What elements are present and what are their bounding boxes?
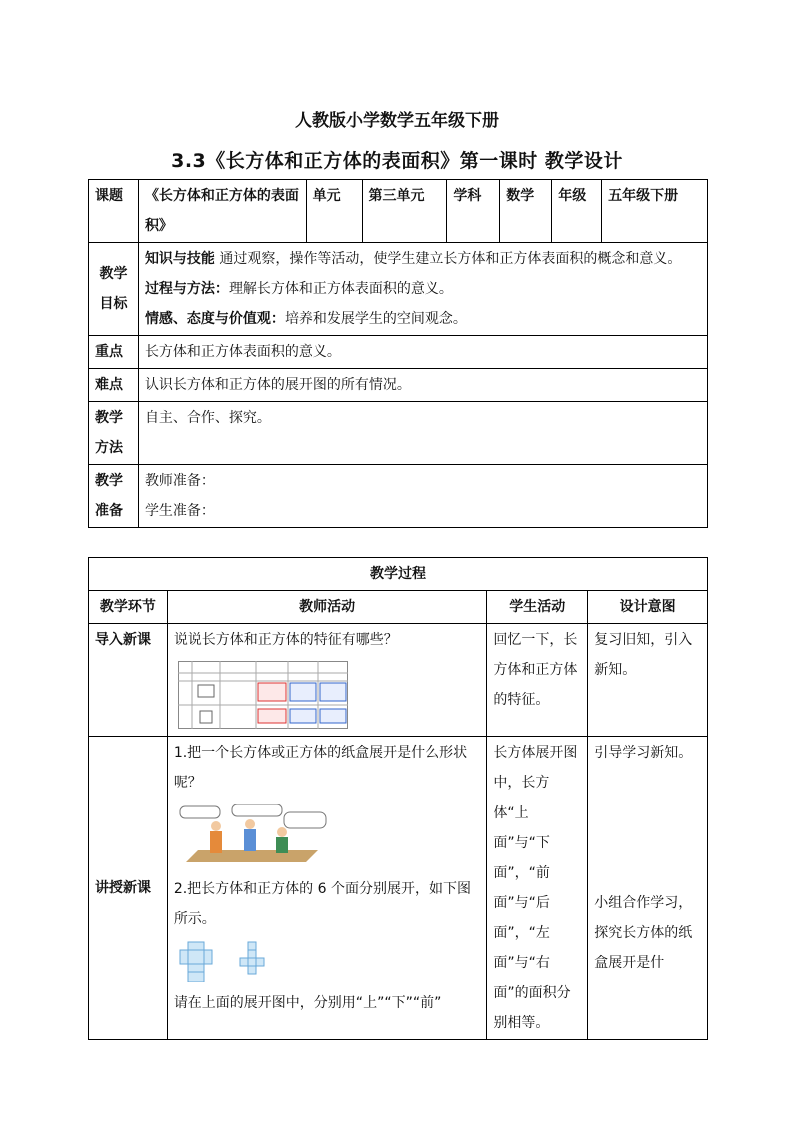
teacher-prep: 教师准备： bbox=[144, 473, 215, 489]
header-student: 学生活动 bbox=[487, 591, 588, 624]
students-illustration bbox=[178, 804, 328, 868]
knowledge-text: 通过观察，操作等活动，使学生建立长方体和正方体表面积的概念和意义。 bbox=[214, 251, 682, 267]
process-label: 过程与方法： bbox=[144, 281, 229, 297]
lecture-row bbox=[89, 737, 708, 1040]
prep-label: 教学准备 bbox=[89, 465, 139, 528]
intro-row bbox=[89, 624, 708, 737]
grade-label: 年级 bbox=[552, 180, 602, 243]
key-point-text: 长方体和正方体表面积的意义。 bbox=[138, 336, 707, 369]
intro-question: 说说长方体和正方体的特征有哪些？ bbox=[173, 632, 398, 648]
intro-intent: 复习旧知，引入新知。 bbox=[588, 624, 708, 737]
lecture-stage: 讲授新课 bbox=[89, 737, 168, 1040]
teaching-process-table bbox=[88, 557, 708, 1040]
section-title: 教学过程 bbox=[89, 558, 708, 591]
section-title-row bbox=[89, 558, 708, 591]
unit-label: 单元 bbox=[306, 180, 362, 243]
student-prep: 学生准备： bbox=[144, 503, 215, 519]
topic-label: 课题 bbox=[89, 180, 139, 243]
lecture-question-3: 请在上面的展开图中，分别用“上”“下”“前” bbox=[173, 995, 442, 1011]
difficulty-label: 难点 bbox=[89, 369, 139, 402]
method-row bbox=[89, 402, 708, 465]
key-point-row bbox=[89, 336, 708, 369]
goals-content bbox=[138, 243, 707, 336]
method-text: 自主、合作、探究。 bbox=[138, 402, 707, 465]
topic-row bbox=[89, 180, 708, 243]
subject-value: 数学 bbox=[500, 180, 552, 243]
features-table-image bbox=[178, 661, 348, 729]
goals-row bbox=[89, 243, 708, 336]
process-header-row bbox=[89, 591, 708, 624]
emotion-text: 培养和发展学生的空间观念。 bbox=[284, 311, 467, 327]
unit-value: 第三单元 bbox=[362, 180, 447, 243]
difficulty-text: 认识长方体和正方体的展开图的所有情况。 bbox=[138, 369, 707, 402]
header-intent: 设计意图 bbox=[588, 591, 708, 624]
lecture-intent-1: 引导学习新知。 bbox=[594, 745, 693, 761]
document-subtitle: 3.3《长方体和正方体的表面积》第一课时 教学设计 bbox=[171, 150, 623, 172]
method-label: 教学方法 bbox=[89, 402, 139, 465]
lecture-question-1: 1.把一个长方体或正方体的纸盒展开是什么形状呢？ bbox=[173, 745, 468, 791]
header-stage: 教学环节 bbox=[89, 591, 168, 624]
prep-row bbox=[89, 465, 708, 528]
emotion-label: 情感、态度与价值观： bbox=[144, 311, 285, 327]
header-teacher: 教师活动 bbox=[167, 591, 487, 624]
knowledge-label: 知识与技能 bbox=[144, 251, 215, 267]
goals-label: 教学目标 bbox=[89, 243, 139, 336]
grade-value: 五年级下册 bbox=[602, 180, 708, 243]
process-text: 理解长方体和正方体表面积的意义。 bbox=[228, 281, 453, 297]
key-point-label: 重点 bbox=[89, 336, 139, 369]
lecture-student: 长方体展开图中，长方体“上面”与“下面”，“前面”与“后面”，“左面”与“右面”的面积分别相等。 bbox=[487, 737, 588, 1040]
prep-content bbox=[138, 465, 707, 528]
intro-teacher bbox=[167, 624, 487, 737]
lecture-intent bbox=[588, 737, 708, 1040]
lesson-info-table bbox=[88, 179, 708, 528]
nets-illustration bbox=[178, 940, 288, 982]
lecture-intent-2: 小组合作学习，探究长方体的纸盒展开是什 bbox=[594, 895, 693, 971]
difficulty-row bbox=[89, 369, 708, 402]
intro-stage: 导入新课 bbox=[89, 624, 168, 737]
intro-student: 回忆一下，长方体和正方体的特征。 bbox=[487, 624, 588, 737]
document-title: 人教版小学数学五年级下册 bbox=[295, 111, 499, 131]
lecture-question-2: 2.把长方体和正方体的 6 个面分别展开，如下图所示。 bbox=[173, 881, 471, 927]
topic-value: 《长方体和正方体的表面积》 bbox=[138, 180, 306, 243]
lecture-teacher bbox=[167, 737, 487, 1040]
subject-label: 学科 bbox=[447, 180, 500, 243]
